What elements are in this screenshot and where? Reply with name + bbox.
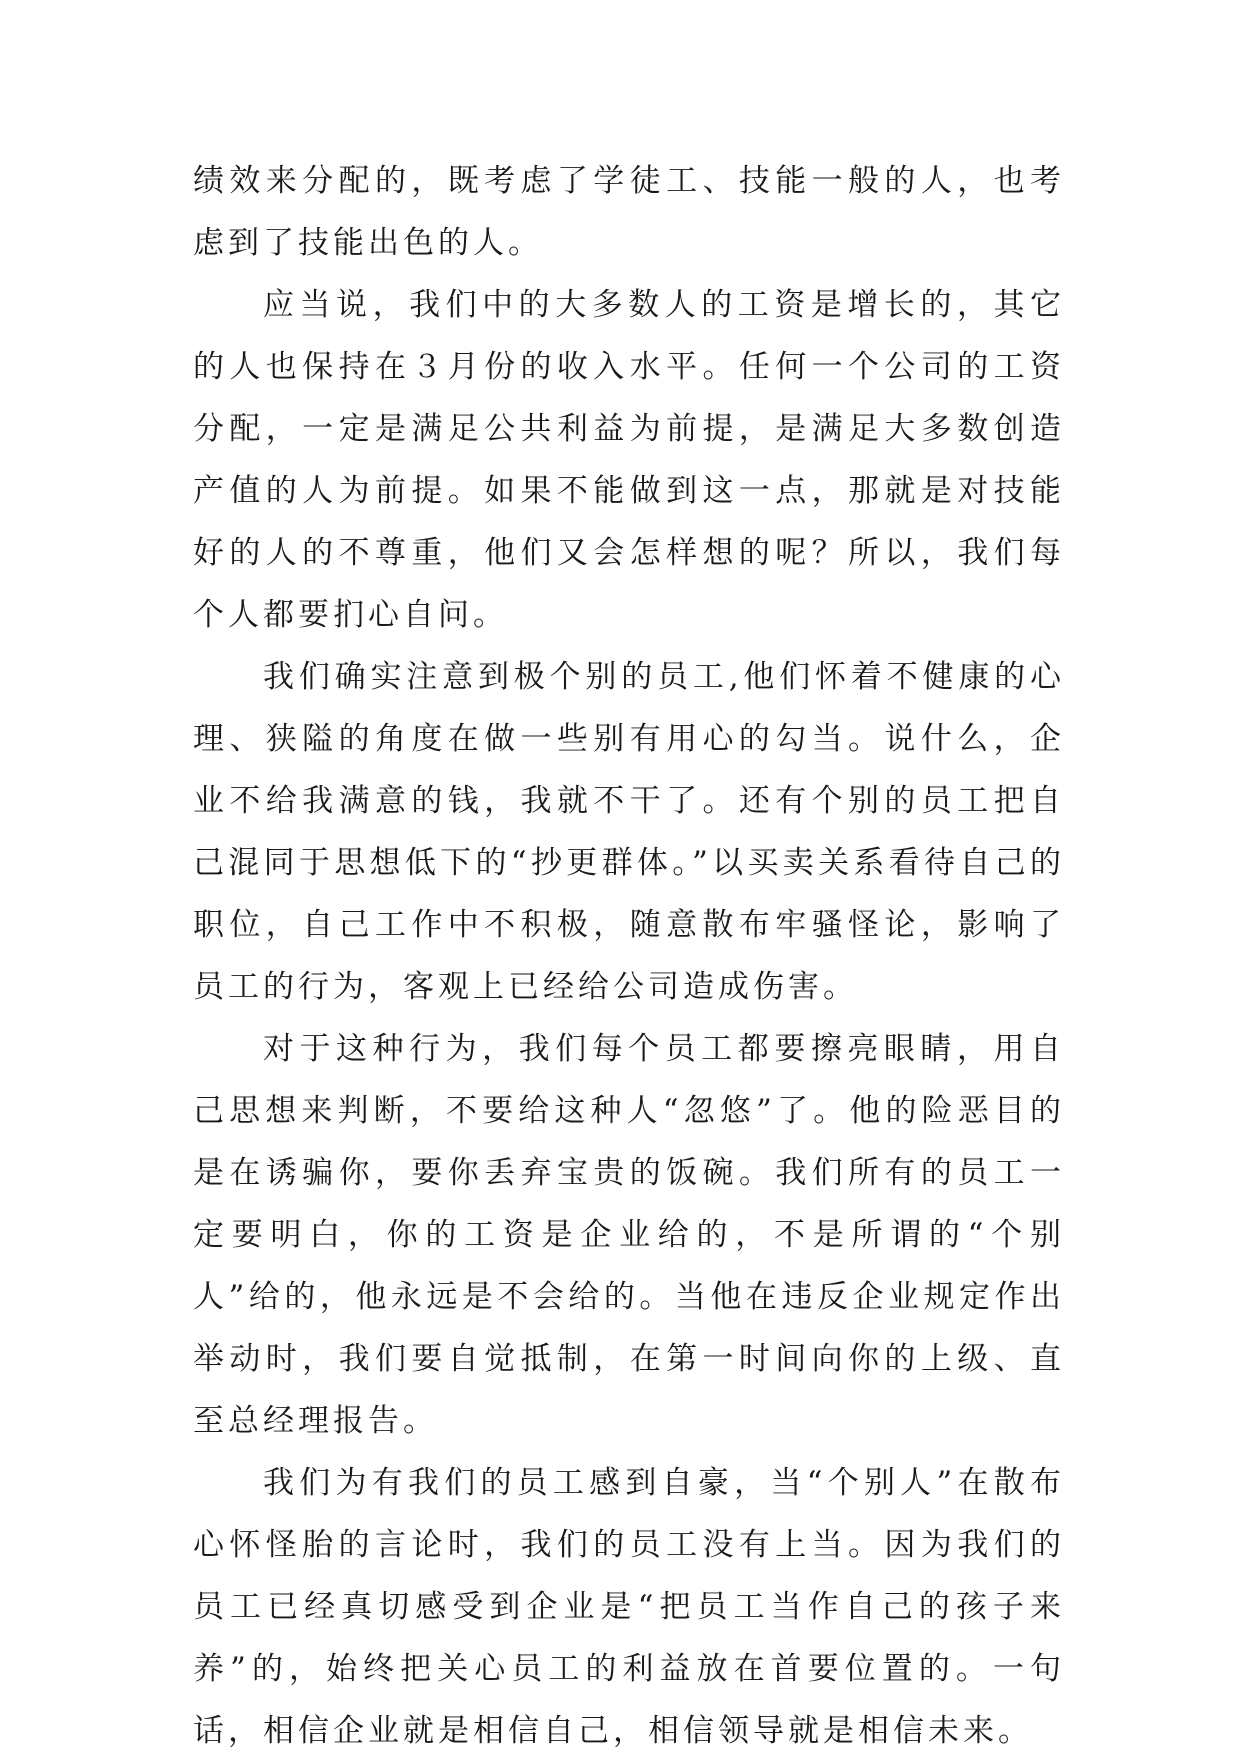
paragraph-2: 应当说，我们中的大多数人的工资是增长的，其它的人也保持在３月份的收入水平。任何一个公司的工资分配，一定是满足公共利益为前提，是满足大多数创造产值的人为前提。如果不能做到这一点，那就是对技能好的人的不尊重，他们又会怎样想的呢？所以，我们每个人都要扪心自问。 bbox=[193, 287, 1065, 633]
paragraph-5: 我们为有我们的员工感到自豪，当“个别人”在散布心怀怪胎的言论时，我们的员工没有上当。因为我们的员工已经真切感受到企业是“把员工当作自己的孩子来养”的，始终把关心员工的利益放在首要位置的。一句话，相信企业就是相信自己，相信领导就是相信未来。 bbox=[193, 1465, 1065, 1749]
document-body bbox=[193, 150, 1065, 1762]
paragraph-3: 我们确实注意到极个别的员工,他们怀着不健康的心理、狭隘的角度在做一些别有用心的勾当。说什么，企业不给我满意的钱，我就不干了。还有个别的员工把自己混同于思想低下的“抄更群体。”以买卖关系看待自己的职位，自己工作中不积极，随意散布牢骚怪论，影响了员工的行为，客观上已经给公司造成伤害。 bbox=[193, 659, 1065, 1005]
paragraph-4: 对于这种行为，我们每个员工都要擦亮眼睛，用自己思想来判断，不要给这种人“忽悠”了。他的险恶目的是在诱骗你，要你丢弃宝贵的饭碗。我们所有的员工一定要明白，你的工资是企业给的，不是所谓的“个别人”给的，他永远是不会给的。当他在违反企业规定作出举动时，我们要自觉抵制，在第一时间向你的上级、直至总经理报告。 bbox=[193, 1031, 1065, 1439]
paragraph-1: 绩效来分配的，既考虑了学徒工、技能一般的人，也考虑到了技能出色的人。 bbox=[193, 163, 1065, 261]
